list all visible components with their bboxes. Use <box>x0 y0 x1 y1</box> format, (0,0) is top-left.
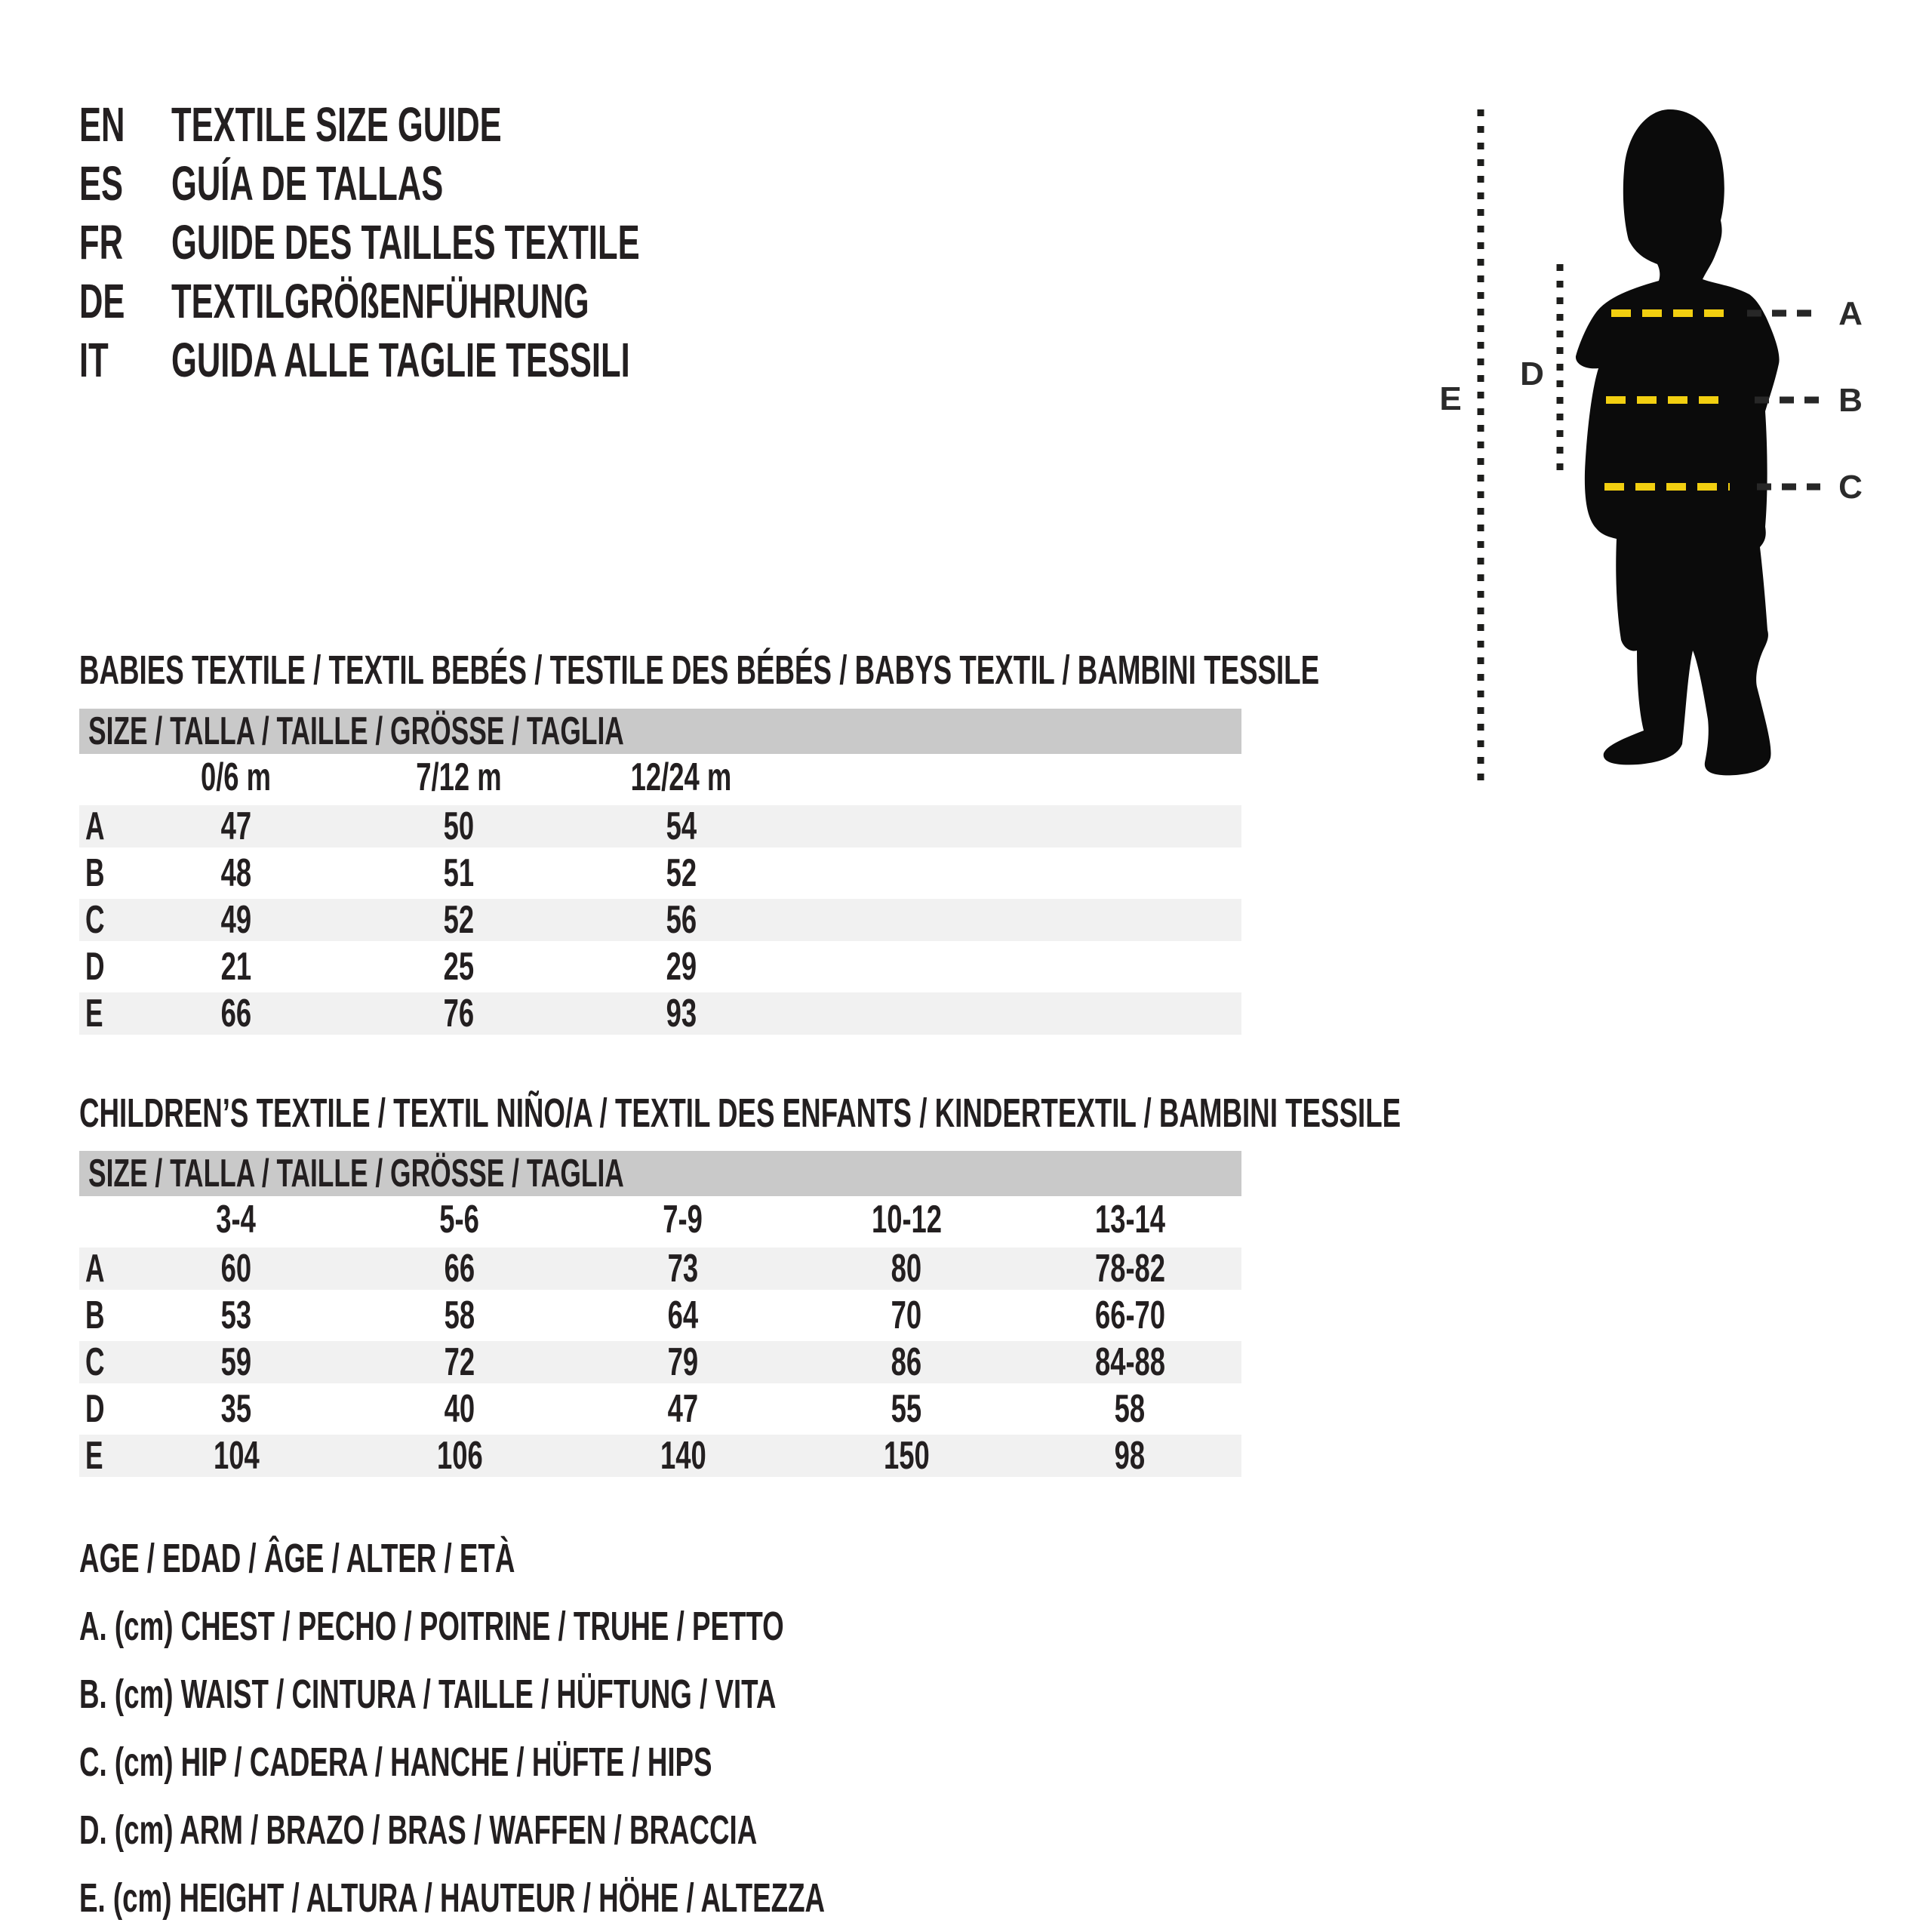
children-row-d: D 35 40 47 55 58 <box>85 1387 1146 1431</box>
legend-age: AGE / EDAD / ÂGE / ALTER / ETÀ <box>79 1536 515 1581</box>
language-row-it <box>79 331 860 389</box>
measurement-legend <box>79 1524 1176 1932</box>
children-section-title: CHILDREN’S TEXTILE / TEXTIL NIÑO/A / TEXTIL DES ENFANTS / KINDERTEXTIL / BAMBINI TESSILE <box>79 1091 1401 1136</box>
children-col-10-12: 10-12 <box>871 1198 942 1241</box>
babies-col-12-24m: 12/24 m <box>630 755 732 799</box>
babies-size-table <box>79 709 1241 1035</box>
figure-label-b: B <box>1838 382 1863 419</box>
language-code: DE <box>79 274 125 328</box>
language-row-en <box>79 95 860 154</box>
children-row-c: C 59 72 79 86 84-88 <box>79 1341 1241 1383</box>
legend-waist-b: B. (cm) WAIST / CINTURA / TAILLE / HÜFTUNG / VITA <box>79 1672 777 1717</box>
measurement-figure <box>1419 91 1932 804</box>
children-col-3-4: 3-4 <box>216 1198 257 1241</box>
children-col-13-14: 13-14 <box>1094 1198 1165 1241</box>
page-title-en: TEXTILE SIZE GUIDE <box>171 97 502 152</box>
page-title-de: TEXTILGRÖßENFÜHRUNG <box>171 274 589 328</box>
babies-row-e: E 66 76 93 <box>79 992 1241 1035</box>
children-row-e: E 104 106 140 150 98 <box>79 1435 1241 1477</box>
children-col-7-9: 7-9 <box>663 1198 703 1241</box>
babies-row-b: B 48 51 52 <box>85 851 697 895</box>
legend-height-e: E. (cm) HEIGHT / ALTURA / HAUTEUR / HÖHE / ALTEZZA <box>79 1875 826 1921</box>
children-col-5-6: 5-6 <box>439 1198 480 1241</box>
children-column-header-row <box>79 1196 1241 1243</box>
language-row-de <box>79 272 860 331</box>
babies-col-7-12m: 7/12 m <box>415 755 502 799</box>
language-code: EN <box>79 97 125 152</box>
babies-col-0-6m: 0/6 m <box>200 755 272 799</box>
language-row-fr <box>79 213 860 272</box>
children-row-b: B 53 58 64 70 66-70 <box>85 1294 1165 1337</box>
babies-size-header-bar: SIZE / TALLA / TAILLE / GRÖSSE / TAGLIA <box>79 709 1241 754</box>
language-code: FR <box>79 215 124 269</box>
babies-row-d: D 21 25 29 <box>85 945 697 989</box>
language-code: ES <box>79 156 124 211</box>
babies-column-header-row <box>79 754 1241 801</box>
page-title-fr: GUIDE DES TAILLES TEXTILE <box>171 215 640 269</box>
babies-row-c: C 49 52 56 <box>79 899 1241 941</box>
legend-hip-c: C. (cm) HIP / CADERA / HANCHE / HÜFTE / HIPS <box>79 1740 712 1785</box>
language-row-es <box>79 154 860 213</box>
babies-row-a: A 47 50 54 <box>79 805 1241 848</box>
children-size-header-bar: SIZE / TALLA / TAILLE / GRÖSSE / TAGLIA <box>79 1151 1241 1196</box>
legend-arm-d: D. (cm) ARM / BRAZO / BRAS / WAFFEN / BRACCIA <box>79 1807 758 1853</box>
babies-section-title: BABIES TEXTILE / TEXTIL BEBÉS / TESTILE DES BÉBÉS / BABYS TEXTIL / BAMBINI TESSILE <box>79 648 1320 693</box>
children-size-table <box>79 1151 1241 1477</box>
children-row-a: A 60 66 73 80 78-82 <box>79 1247 1241 1290</box>
language-title-list <box>79 95 860 389</box>
legend-chest-a: A. (cm) CHEST / PECHO / POITRINE / TRUHE / PETTO <box>79 1604 784 1649</box>
figure-label-e: E <box>1439 380 1462 417</box>
page-title-es: GUÍA DE TALLAS <box>171 156 444 211</box>
figure-label-c: C <box>1838 469 1863 506</box>
figure-label-a: A <box>1838 295 1863 332</box>
language-code: IT <box>79 333 109 387</box>
figure-label-d: D <box>1520 355 1544 392</box>
page-title-it: GUIDA ALLE TAGLIE TESSILI <box>171 333 630 387</box>
